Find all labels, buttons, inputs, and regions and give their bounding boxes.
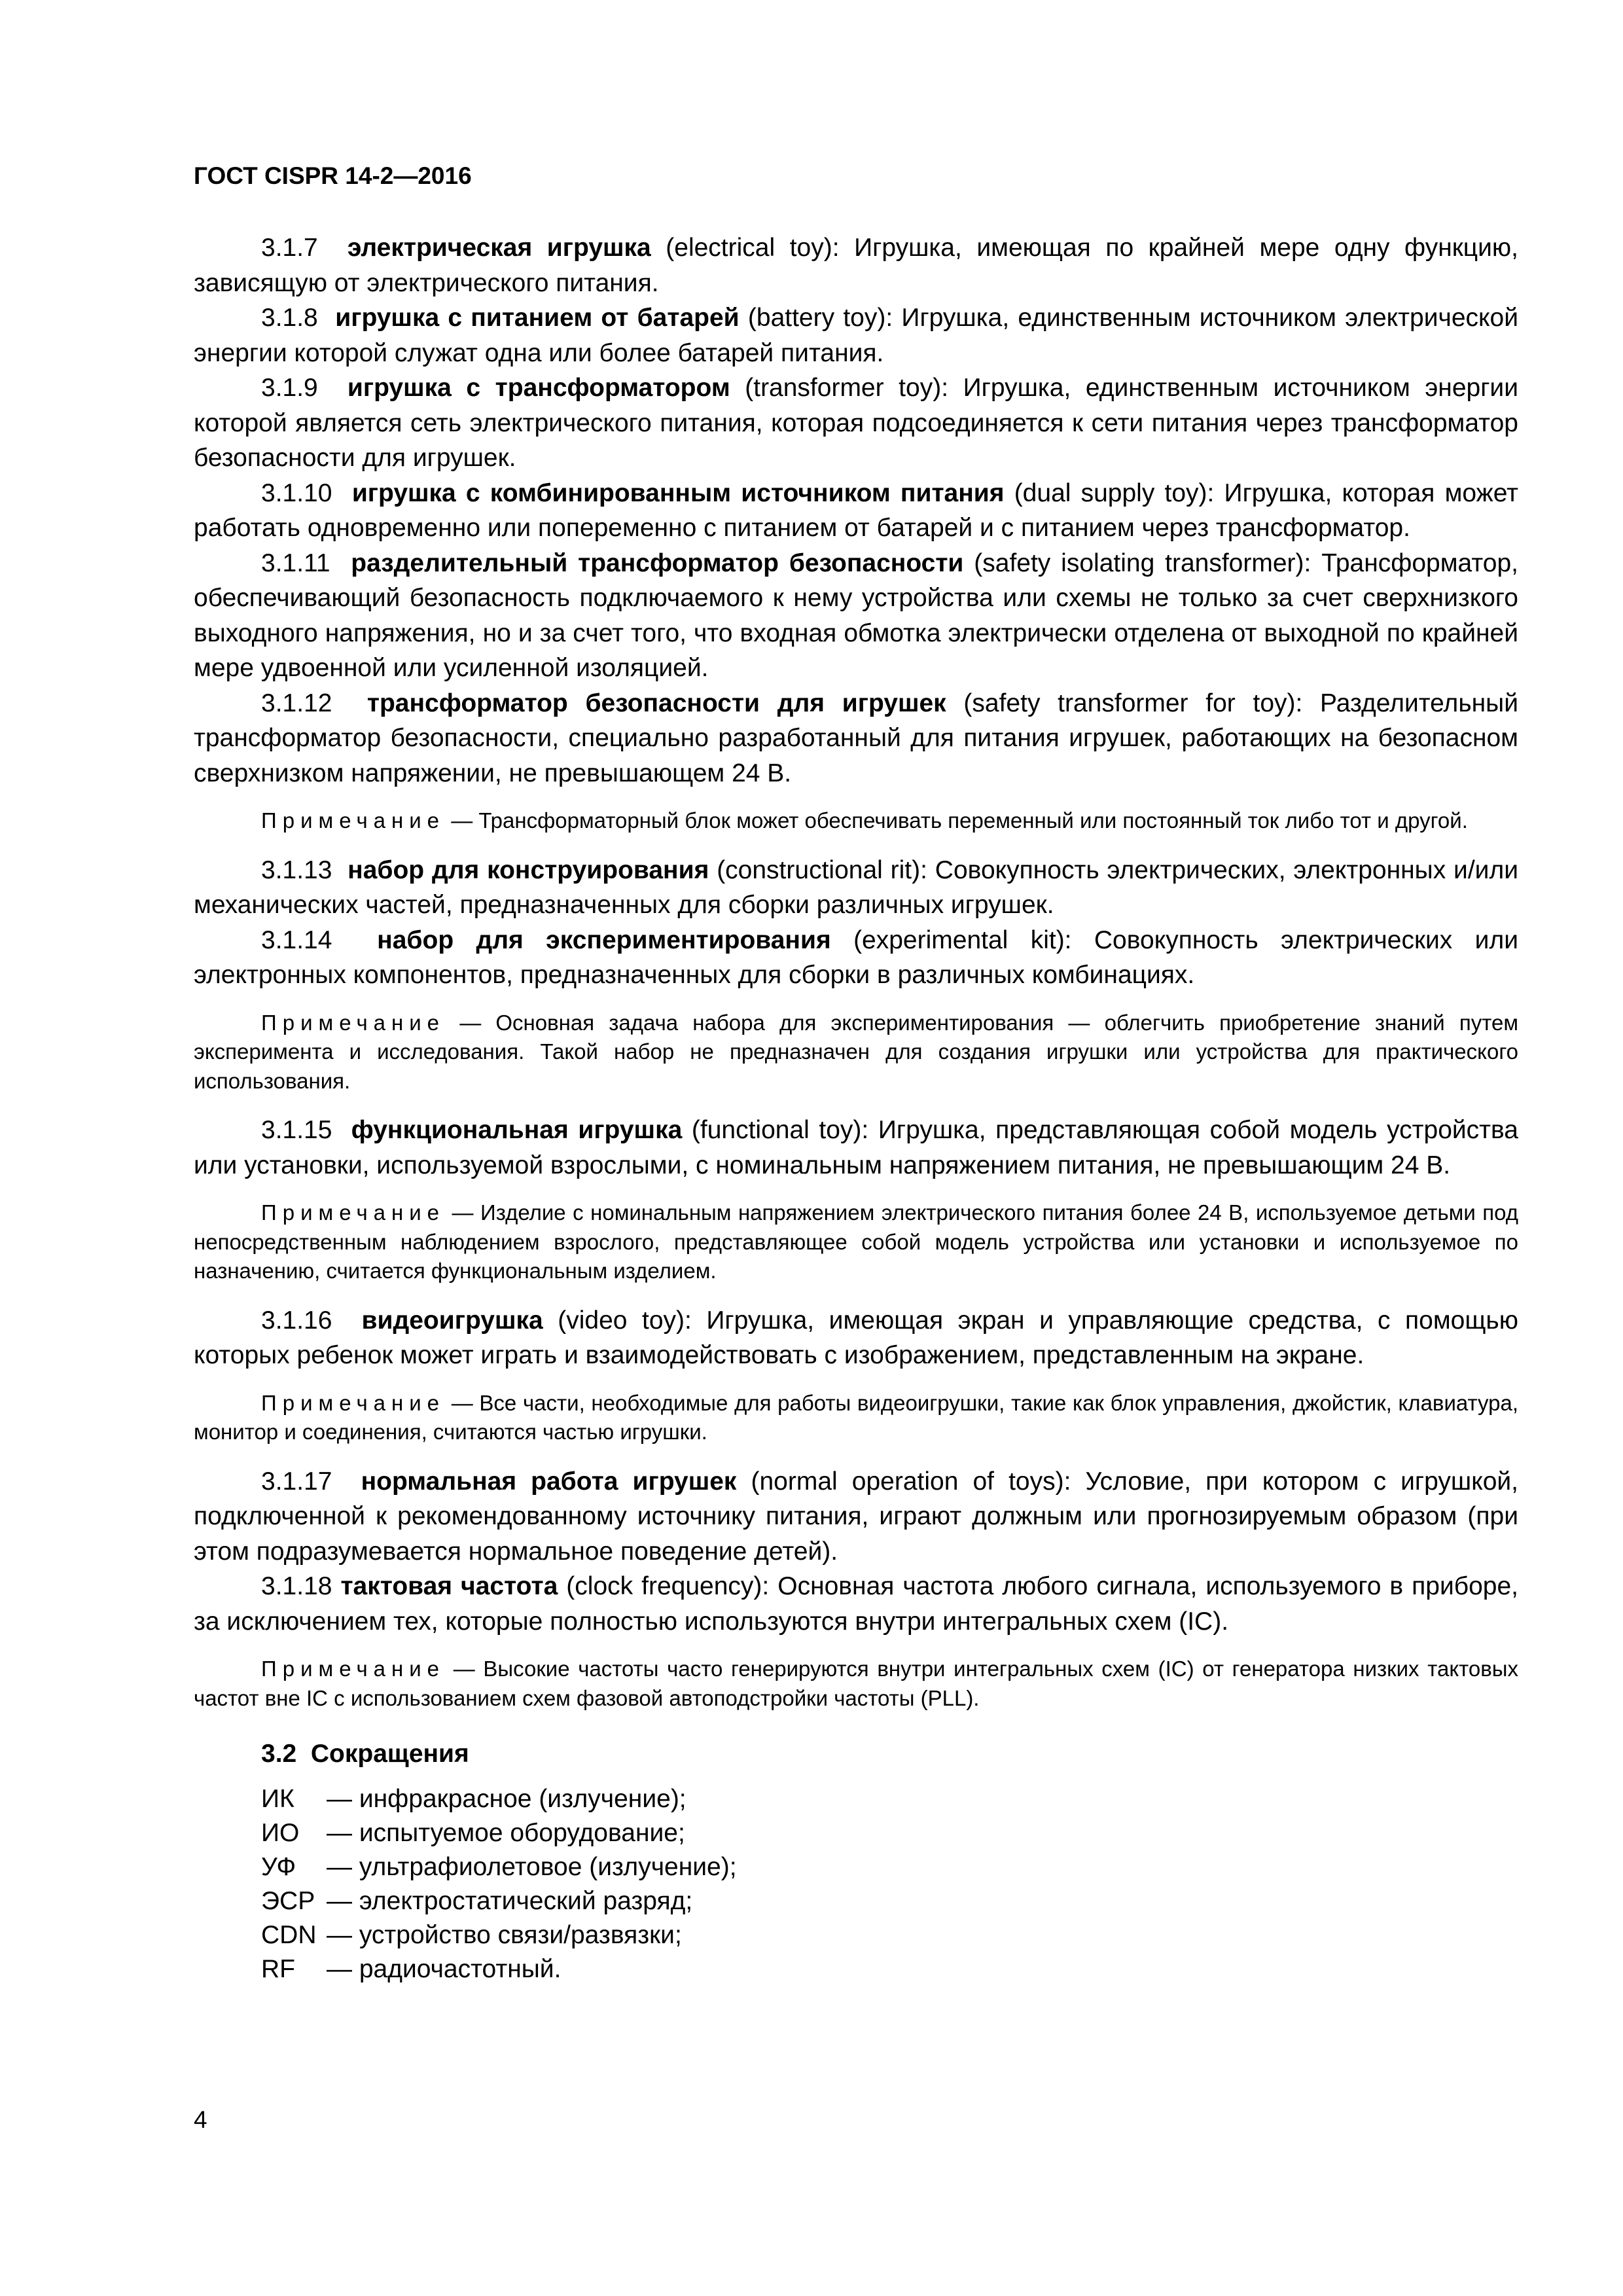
abbreviation-item: RF — радиочастотный. [261, 1954, 562, 1983]
abbreviation-item: УФ — ультрафиолетовое (излучение); [261, 1852, 737, 1881]
note: Примечание — Высокие частоты часто генерируются внутри интегральных схем (IC) от генератора низких тактовых частот вне IC с использованием схем фазовой автоподстройки частоты (PLL). [194, 1657, 1518, 1710]
section-heading: 3.2 Сокращения [261, 1740, 469, 1768]
note: Примечание — Все части, необходимые для работы видеоигрушки, такие как блок управления, джойстик, клавиатура, монитор и соединения, считаются частью игрушки. [194, 1390, 1518, 1444]
definition-3-1-9: 3.1.9 игрушка с трансформатором (transformer toy): Игрушка, единственным источником энергии которой является сеть электрического питания, которая подсоединяется к сети питания через трансформатор безопасности для игрушек. [194, 374, 1519, 472]
definition-3-1-11: 3.1.11 разделительный трансформатор безопасности (safety isolating transformer): Трансформатор, обеспечивающий безопасность подключаемого к нему устройства или схемы не только за счет сверхнизкого выходного напряжения, но и за счет того, что входная обмотка электрически отделена от выходной по крайней мере удвоенной или усиленной изоляцией. [194, 548, 1518, 682]
term: трансформатор безопасности для игрушек [366, 689, 946, 717]
abbreviation-item: ИК — инфракрасное (излучение); [261, 1784, 687, 1813]
term: игрушка с комбинированным источником питания [351, 478, 1005, 507]
definition-3-1-16: 3.1.16 видеоигрушка (video toy): Игрушка, имеющая экран и управляющие средства, с помощью которых ребенок может играть и взаимодействовать с изображением, представленным на экране. [194, 1306, 1518, 1369]
abbreviation-item: ИО — испытуемое оборудование; [261, 1818, 685, 1847]
document-body [194, 230, 1518, 1986]
term: тактовая частота [340, 1572, 558, 1600]
term: набор для конструирования [348, 855, 709, 884]
definition-3-1-14: 3.1.14 набор для экспериментирования (experimental kit): Совокупность электрических или электронных компонентов, предназначенных для сборки в различных комбинациях. [194, 925, 1518, 989]
note: Примечание — Изделие с номинальным напряжением электрического питания более 24 В, используемое детьми под непосредственным наблюдением взрослого, представляющее собой модель устройства или установки и используемое по назначению, считается функциональным изделием. [194, 1200, 1519, 1283]
definition-3-1-15: 3.1.15 функциональная игрушка (functional toy): Игрушка, представляющая собой модель устройства или установки, используемой взрослыми, с номинальным напряжением питания, не превышающим 24 В. [194, 1116, 1518, 1179]
term: электрическая игрушка [347, 234, 651, 262]
page-number: 4 [194, 2106, 207, 2133]
term: игрушка с питанием от батарей [335, 304, 740, 332]
definition-3-1-12: 3.1.12 трансформатор безопасности для игрушек (safety transformer for toy): Разделительный трансформатор безопасности, специально разработанный для питания игрушек, работающих на безопасном сверхнизком напряжении, не превышающем 24 В. [194, 689, 1518, 787]
term: набор для экспериментирования [377, 925, 831, 954]
document-header: ГОСТ CISPR 14-2—2016 [194, 162, 472, 189]
definition-3-1-18: 3.1.18 тактовая частота (clock frequency): Основная частота любого сигнала, используемого в приборе, за исключением тех, которые полностью используются внутри интегральных схем (IC). [194, 1572, 1518, 1636]
abbreviation-item: ЭСР — электростатический разряд; [261, 1886, 693, 1915]
definition-3-1-13: 3.1.13 набор для конструирования (constructional rit): Совокупность электрических, электронных и/или механических частей, предназначенных для сборки различных игрушек. [194, 855, 1519, 919]
definition-3-1-8: 3.1.8 игрушка с питанием от батарей (battery toy): Игрушка, единственным источником электрической энергии которой служат одна или более батарей питания. [194, 304, 1519, 367]
definition-3-1-7: 3.1.7 электрическая игрушка (electrical toy): Игрушка, имеющая по крайней мере одну функцию, зависящую от электрического питания. [194, 234, 1519, 297]
abbreviation-item: CDN — устройство связи/развязки; [261, 1920, 682, 1949]
term: видеоигрушка [361, 1306, 543, 1335]
note: Примечание — Трансформаторный блок может обеспечивать переменный или постоянный ток либо тот и другой. [261, 808, 1468, 833]
term: функциональная игрушка [351, 1116, 683, 1144]
definition-3-1-17: 3.1.17 нормальная работа игрушек (normal operation of toys): Условие, при котором с игрушкой, подключенной к рекомендованному источнику питания, играют должным или прогнозируемым образом (при этом подразумевается нормальное поведение детей). [194, 1467, 1519, 1566]
term: игрушка с трансформатором [347, 374, 730, 402]
term: разделительный трансформатор безопасности [351, 548, 964, 577]
definition-3-1-10: 3.1.10 игрушка с комбинированным источником питания (dual supply toy): Игрушка, которая может работать одновременно или попеременно с питанием от батарей и с питанием через трансформатор. [194, 478, 1519, 542]
term: нормальная работа игрушек [361, 1467, 737, 1496]
note: Примечание — Основная задача набора для экспериментирования — облегчить приобретение знаний путем эксперимента и исследования. Такой набор не предназначен для создания игрушки или устройства для практического использования. [194, 1010, 1519, 1093]
